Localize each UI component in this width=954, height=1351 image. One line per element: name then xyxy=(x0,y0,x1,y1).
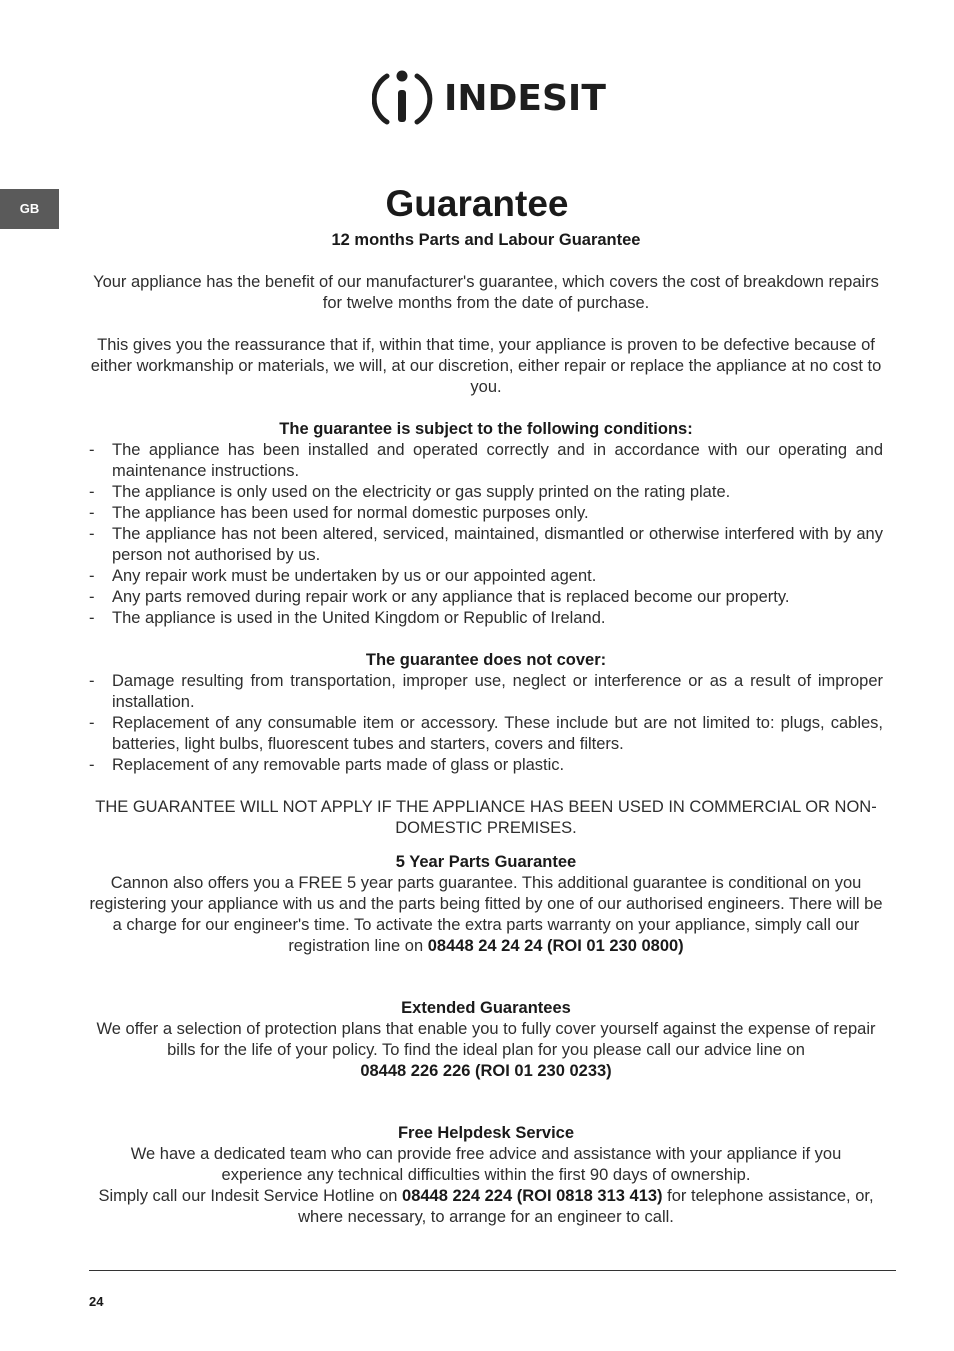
footer-divider xyxy=(89,1270,896,1271)
five-year-body: Cannon also offers you a FREE 5 year parts guarantee. This additional guarantee is conditional on you registering your appliance with us and the parts being fitted by one of our authorised engineers. There will be a charge for our engineer's time. To activate the extra parts warranty on your appliance, simply call our registration line on xyxy=(89,874,883,955)
list-item: - Replacement of any removable parts made of glass or plastic. xyxy=(89,755,883,776)
list-item: - The appliance has not been altered, serviced, maintained, dismantled or otherwise interfered with by any person not authorised by us. xyxy=(89,524,883,566)
list-item: - Any parts removed during repair work or any appliance that is replaced become our property. xyxy=(89,587,883,608)
list-item: - Replacement of any consumable item or accessory. These include but are not limited to: plugs, cables, batteries, light bulbs, fluorescent tubes and starters, covers and filters. xyxy=(89,713,883,755)
list-item: - Damage resulting from transportation, improper use, neglect or interference or as a result of improper installation. xyxy=(89,671,883,713)
intro-paragraph: Your appliance has the benefit of our manufacturer's guarantee, which covers the cost of breakdown repairs for twelve months from the date of purchase. xyxy=(93,273,879,312)
exclusions-list xyxy=(89,671,883,776)
registration-phone: 08448 24 24 24 (ROI 01 230 0800) xyxy=(427,937,684,955)
list-item: - The appliance is only used on the electricity or gas supply printed on the rating plate. xyxy=(89,482,883,503)
language-tab: GB xyxy=(0,189,59,229)
helpdesk-text: We have a dedicated team who can provide free advice and assistance with your appliance if you experience any technical difficulties within the first 90 days of ownership. xyxy=(130,1145,842,1184)
extended-heading: Extended Guarantees xyxy=(401,999,571,1017)
brand-wordmark: INDESIT xyxy=(444,78,606,119)
indesit-logo-icon xyxy=(372,66,438,132)
page-number: 24 xyxy=(89,1294,104,1309)
page-title: Guarantee xyxy=(385,183,569,224)
helpdesk-hotline xyxy=(89,1186,883,1228)
guarantee-content xyxy=(89,230,883,1228)
hotline-suffix: for telephone assistance, or, where necessary, to arrange for an engineer to call. xyxy=(298,1187,874,1226)
conditions-list xyxy=(89,440,883,629)
list-item: - The appliance has been installed and operated correctly and in accordance with our operating and maintenance instructions. xyxy=(89,440,883,482)
exclusions-heading: The guarantee does not cover: xyxy=(365,651,607,669)
list-item: - Any repair work must be undertaken by us or our appointed agent. xyxy=(89,566,883,587)
intro-paragraph: This gives you the reassurance that if, within that time, your appliance is proven to be defective because of either workmanship or materials, we will, at our discretion, either repair or replace the appliance at no cost to you. xyxy=(90,336,882,396)
commercial-notice: THE GUARANTEE WILL NOT APPLY IF THE APPLIANCE HAS BEEN USED IN COMMERCIAL OR NON-DOMESTIC PREMISES. xyxy=(95,798,877,837)
hotline-phone: 08448 224 224 (ROI 0818 313 413) xyxy=(402,1187,663,1205)
list-item: - The appliance is used in the United Kingdom or Republic of Ireland. xyxy=(89,608,883,629)
hotline-prefix: Simply call our Indesit Service Hotline on xyxy=(98,1187,398,1205)
helpdesk-heading: Free Helpdesk Service xyxy=(397,1124,575,1142)
extended-text: We offer a selection of protection plans that enable you to fully cover yourself against the expense of repair bills for the life of your policy. To find the ideal plan for you please call our advice line on xyxy=(96,1020,876,1059)
five-year-heading: 5 Year Parts Guarantee xyxy=(395,853,577,871)
subtitle: 12 months Parts and Labour Guarantee xyxy=(331,231,641,249)
advice-phone: 08448 226 226 (ROI 01 230 0233) xyxy=(360,1062,612,1080)
indesit-logo xyxy=(372,66,606,132)
conditions-heading: The guarantee is subject to the following conditions: xyxy=(279,420,693,438)
five-year-text xyxy=(89,873,883,957)
list-item: - The appliance has been used for normal domestic purposes only. xyxy=(89,503,883,524)
